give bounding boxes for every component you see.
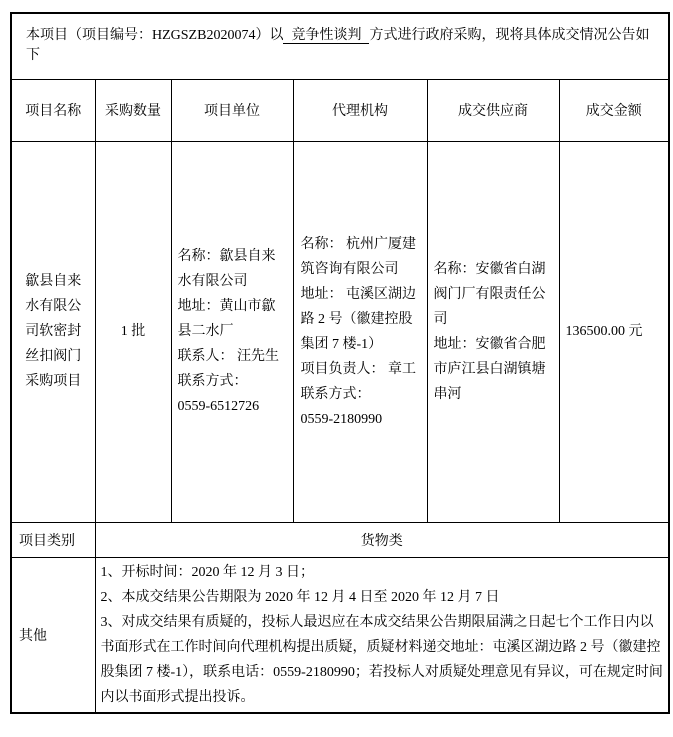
category-value: 货物类	[95, 522, 669, 557]
table-header-row	[11, 79, 669, 141]
purchaser-contact-method-label: 联系方式：	[177, 374, 248, 389]
purchaser-address: 地址：黄山市歙县二水厂	[177, 299, 276, 339]
cell-quantity: 1 批	[95, 141, 171, 522]
other-content	[95, 557, 669, 713]
procurement-result-table	[10, 12, 670, 714]
header-project-name: 项目名称	[11, 79, 95, 141]
other-item-announcement-period: 2、本成交结果公告期限为 2020 年 12 月 4 日至 2020 年 12 月 7 日	[100, 589, 500, 605]
header-project-unit: 项目单位	[171, 79, 293, 141]
other-label: 其他	[11, 557, 95, 713]
agency-manager: 项目负责人： 章工	[300, 361, 416, 377]
cell-project-unit	[171, 141, 293, 522]
other-row	[11, 557, 669, 713]
category-row	[11, 522, 669, 557]
table-data-row	[11, 141, 669, 522]
header-supplier: 成交供应商	[427, 79, 559, 141]
supplier-name: 名称：安徽省白湖阀门厂有限责任公司	[433, 261, 546, 327]
other-item-objection-procedure: 3、对成交结果有质疑的，投标人最迟应在本成交结果公告期限届满之日起七个工作日内以书面形式在工作时间向代理机构提出质疑，质疑材料递交地址：屯溪区湖边路 2 号（徽建控股集团 7 楼-1），联系电话：0559-2180990；若投标人对质疑处理意见有异议，可在规定时间内以书面形式提出投诉。	[100, 614, 663, 705]
cell-project-name: 歙县自来水有限公司软密封丝扣阀门采购项目	[11, 141, 95, 522]
procurement-method-underlined: 竞争性谈判	[283, 28, 369, 44]
header-amount: 成交金额	[559, 79, 669, 141]
header-quantity: 采购数量	[95, 79, 171, 141]
notice-text	[11, 13, 669, 79]
agency-name: 名称： 杭州广厦建筑咨询有限公司	[300, 236, 416, 277]
cell-amount: 136500.00 元	[559, 141, 669, 522]
purchaser-contact: 联系人： 汪先生	[177, 349, 279, 364]
purchaser-phone: 0559-6512726	[177, 399, 260, 414]
category-label: 项目类别	[11, 522, 95, 557]
notice-prefix: 本项目（项目编号：HZGSZB2020074）以	[26, 28, 284, 44]
agency-contact-method-label: 联系方式：	[300, 386, 371, 402]
notice-row	[11, 13, 669, 79]
notice-suffix: 方式进行政府采购，现将具体成交情况公告如下	[26, 28, 650, 64]
agency-address: 地址： 屯溪区湖边路 2 号（徽建控股集团 7 楼-1）	[300, 286, 416, 352]
other-item-bid-opening: 1、开标时间：2020 年 12 月 3 日；	[100, 564, 314, 580]
purchaser-name: 名称：歙县自来水有限公司	[177, 249, 276, 289]
cell-agency	[293, 141, 427, 522]
cell-supplier	[427, 141, 559, 522]
supplier-address: 地址：安徽省合肥市庐江县白湖镇塘串河	[433, 336, 546, 402]
header-agency: 代理机构	[293, 79, 427, 141]
agency-phone: 0559-2180990	[300, 411, 383, 427]
